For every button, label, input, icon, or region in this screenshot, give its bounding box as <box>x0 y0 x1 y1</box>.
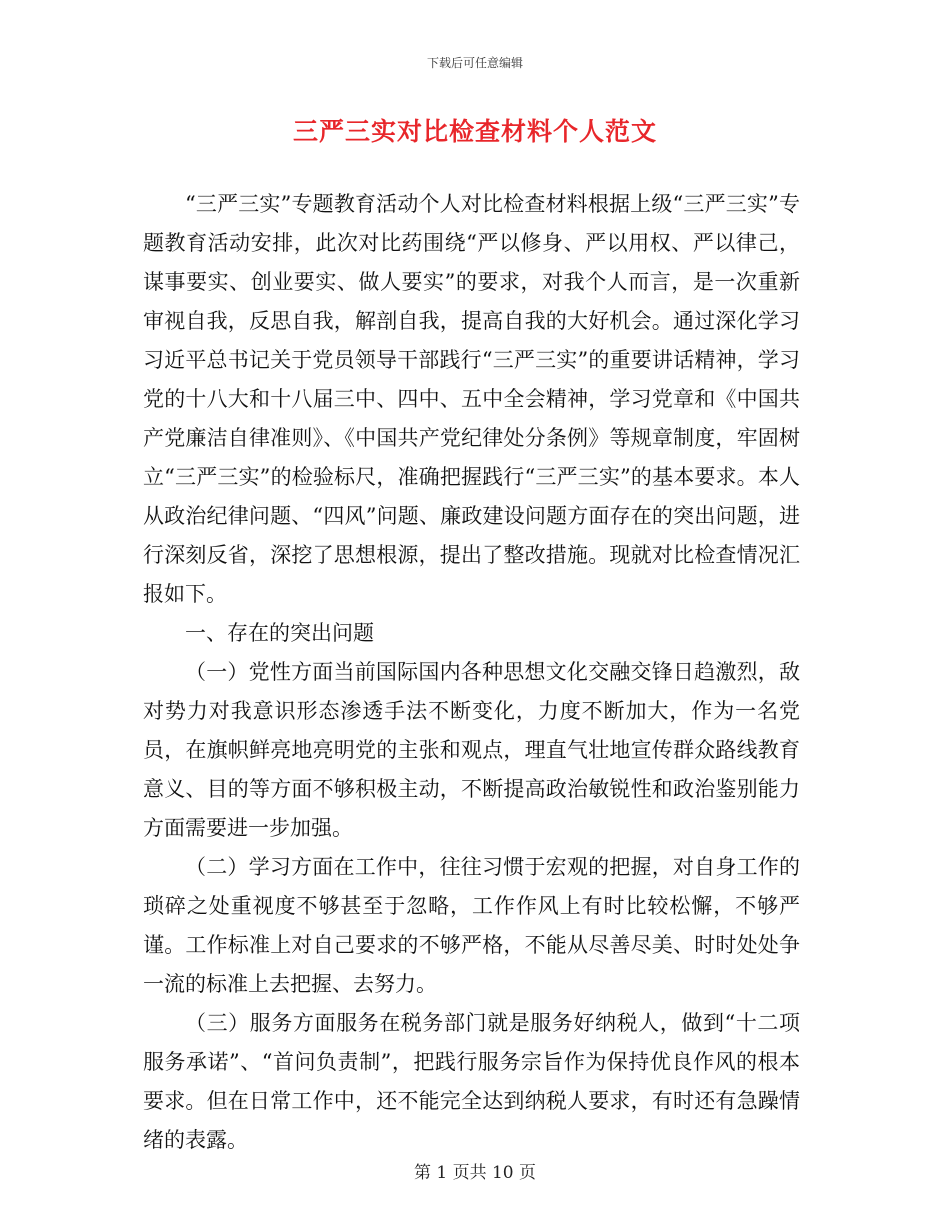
document-body <box>143 185 800 1160</box>
paragraph-party-spirit: （一）党性方面当前国际国内各种思想文化交融交锋日趋激烈，敌对势力对我意识形态渗透手法不断变化，力度不断加大，作为一名党员，在旗帜鲜亮地亮明党的主张和观点，理直气壮地宣传群众路线教育意义、目的等方面不够积极主动，不断提高政治敏锐性和政治鉴别能力方面需要进一步加强。 <box>143 660 800 840</box>
header-note: 下载后可任意编辑 <box>426 56 523 70</box>
paragraph-service: （三）服务方面服务在税务部门就是服务好纳税人，做到“十二项服务承诺”、“首问负责制”，把践行服务宗旨作为保持优良作风的根本要求。但在日常工作中，还不能完全达到纳税人要求，有时还有急躁情绪的表露。 <box>143 1011 800 1152</box>
document-title: 三严三实对比检查材料个人范文 <box>292 117 657 146</box>
section-heading-problems: 一、存在的突出问题 <box>185 621 374 645</box>
page-number-footer: 第 1 页共 10 页 <box>413 1163 537 1183</box>
paragraph-intro: “三严三实”专题教育活动个人对比检查材料根据上级“三严三实”专题教育活动安排，此次对比药围绕“严以修身、严以用权、严以律己，谋事要实、创业要实、做人要实”的要求，对我个人而言，是一次重新审视自我，反思自我，解剖自我，提高自我的大好机会。通过深化学习习近平总书记关于党员领导干部践行“三严三实”的重要讲话精神，学习党的十八大和十八届三中、四中、五中全会精神，学习党章和《中国共产党廉洁自律准则》、《中国共产党纪律处分条例》等规章制度，牢固树立“三严三实”的检验标尺，准确把握践行“三严三实”的基本要求。本人从政治纪律问题、“四风”问题、廉政建设问题方面存在的突出问题，进行深刻反省，深挖了思想根源，提出了整改措施。现就对比检查情况汇报如下。 <box>143 192 800 606</box>
paragraph-study: （二）学习方面在工作中，往往习惯于宏观的把握，对自身工作的琐碎之处重视度不够甚至于忽略，工作作风上有时比较松懈，不够严谨。工作标准上对自己要求的不够严格，不能从尽善尽美、时时处处争一流的标准上去把握、去努力。 <box>143 855 800 996</box>
